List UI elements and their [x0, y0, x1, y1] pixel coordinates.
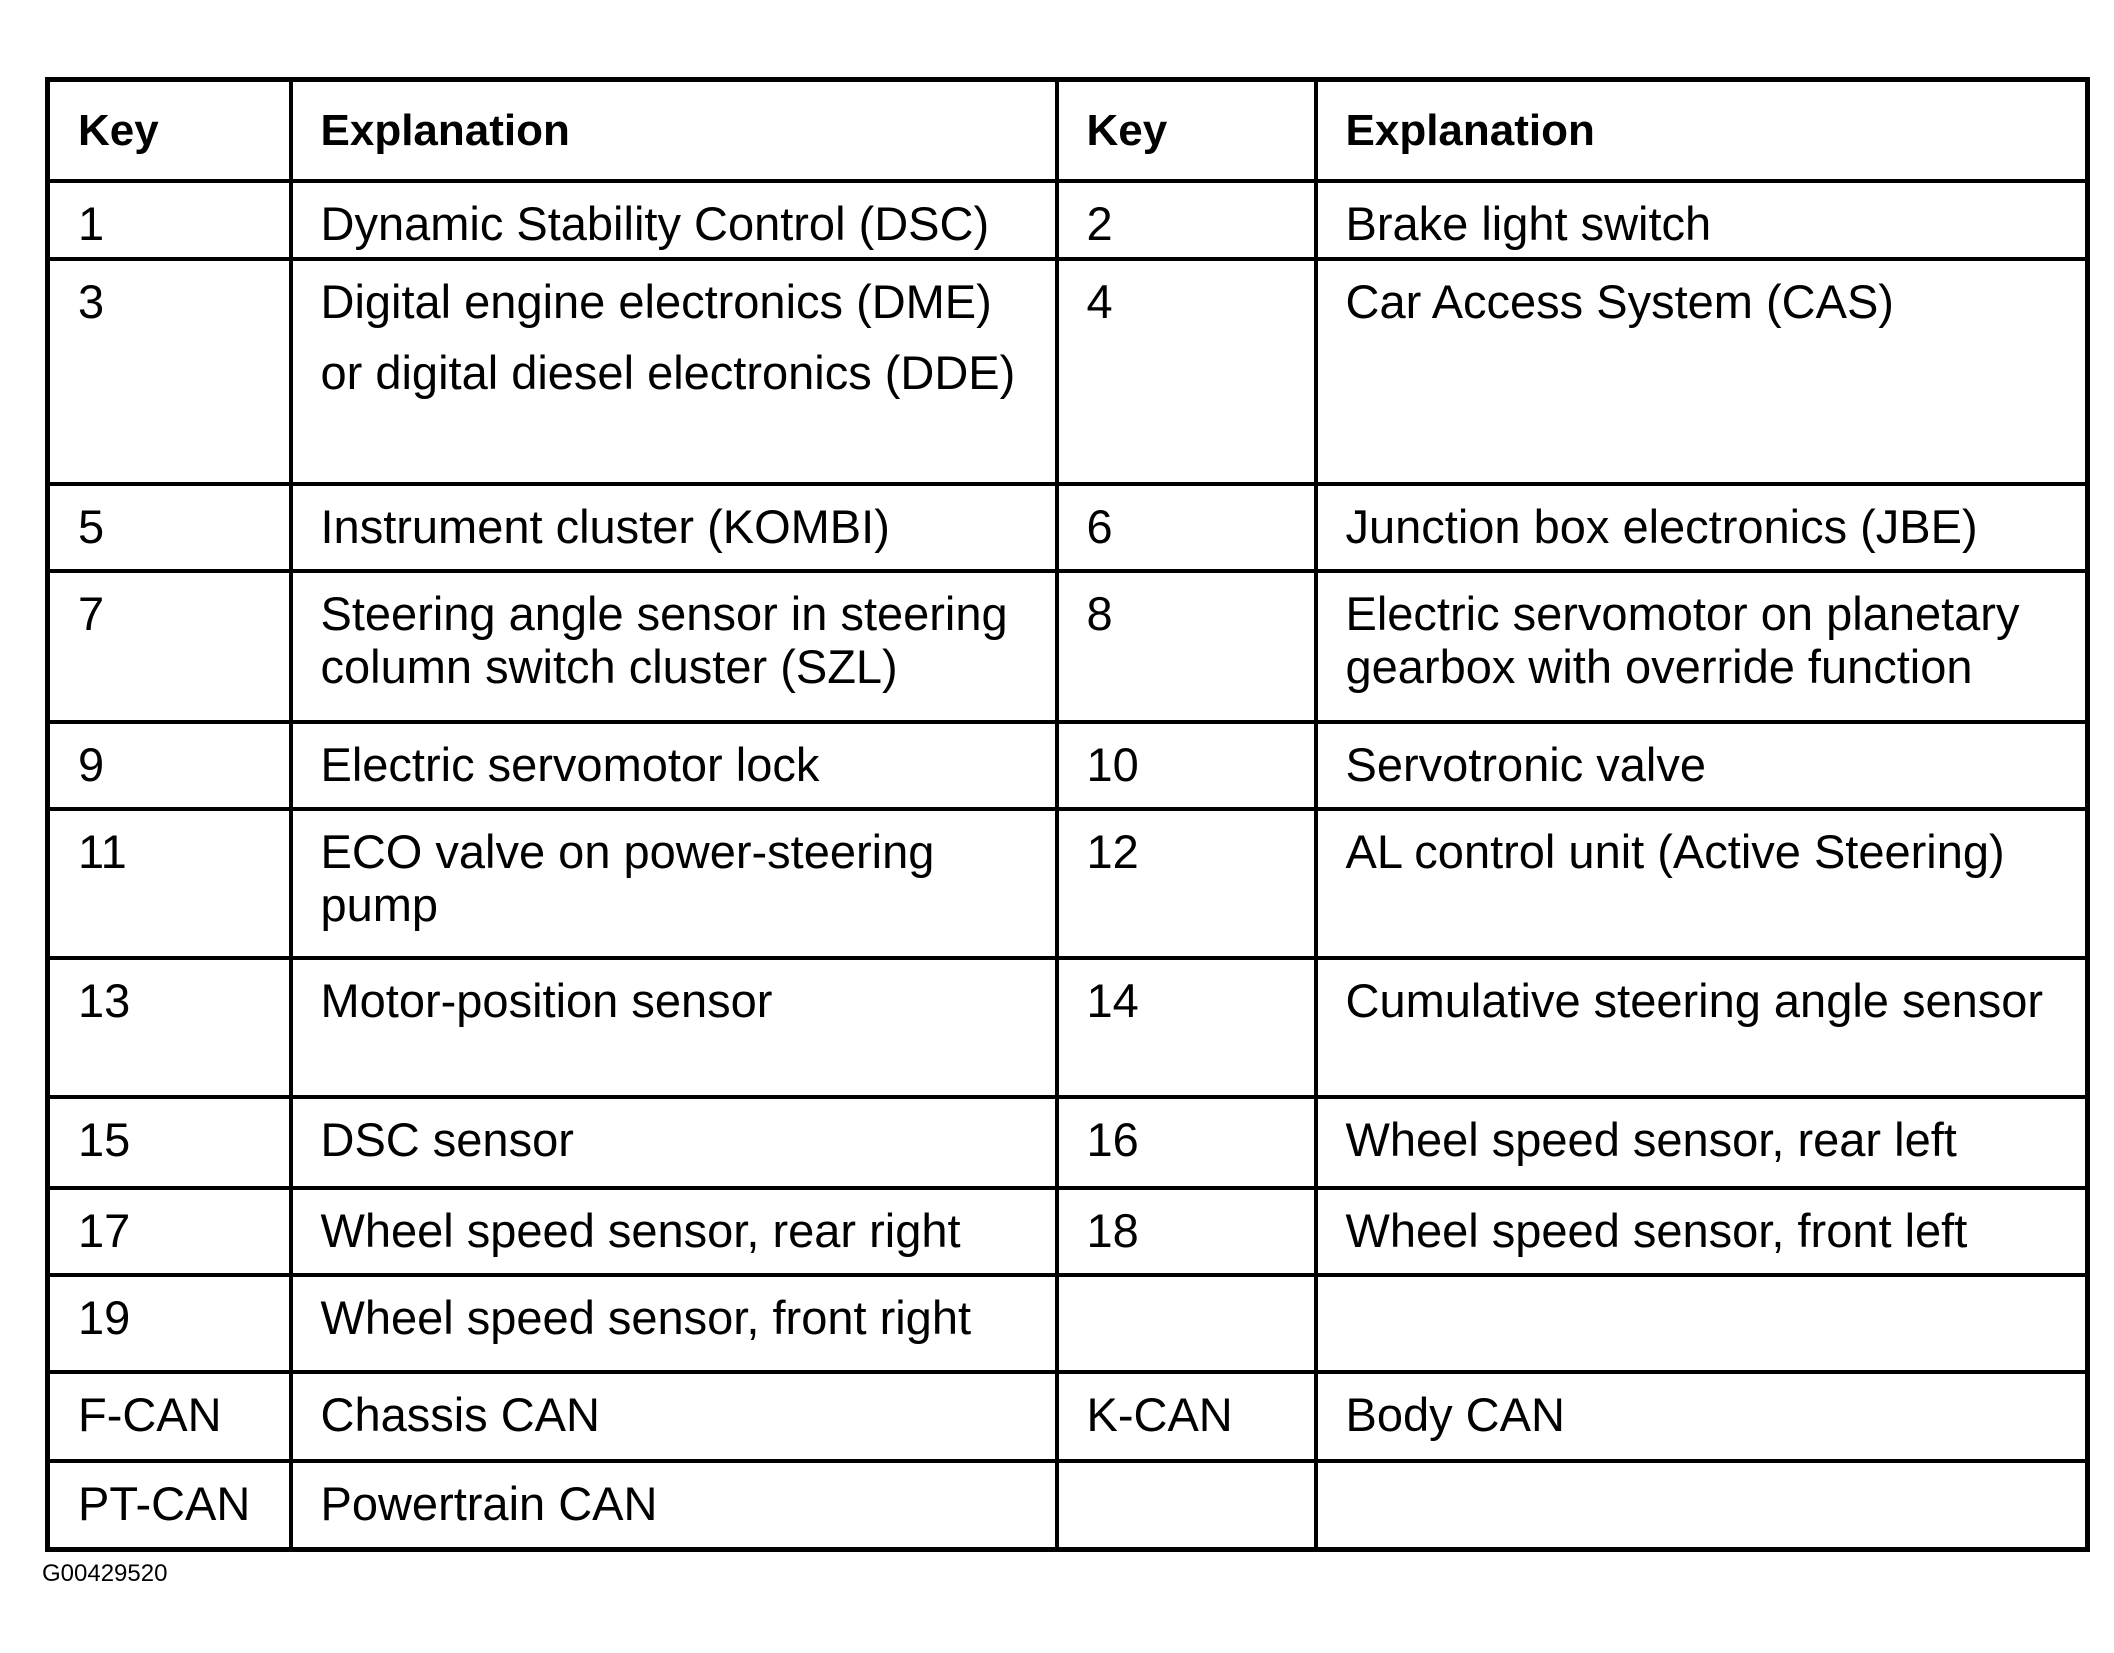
explanation-cell	[291, 259, 1057, 484]
explanation-cell: Dynamic Stability Control (DSC)	[291, 181, 1057, 259]
explanation-cell: Wheel speed sensor, rear right	[291, 1188, 1057, 1275]
header-key-right: Key	[1057, 80, 1316, 181]
header-key-left: Key	[48, 80, 291, 181]
header-explanation-left: Explanation	[291, 80, 1057, 181]
table-row	[48, 571, 2088, 722]
figure-id-label: G00429520	[42, 1560, 168, 1587]
legend-table	[45, 77, 2090, 1552]
key-cell: 18	[1057, 1188, 1316, 1275]
key-cell: 3	[48, 259, 291, 484]
explanation-cell: Brake light switch	[1316, 181, 2088, 259]
explanation-cell: Powertrain CAN	[291, 1461, 1057, 1549]
table-header-row	[48, 80, 2088, 181]
explanation-cell: Motor-position sensor	[291, 958, 1057, 1097]
explanation-cell: Wheel speed sensor, rear left	[1316, 1097, 2088, 1188]
table-row	[48, 259, 2088, 484]
key-cell: 1	[48, 181, 291, 259]
explanation-cell: Wheel speed sensor, front right	[291, 1275, 1057, 1372]
explanation-cell: AL control unit (Active Steering)	[1316, 809, 2088, 958]
key-cell	[1057, 1275, 1316, 1372]
explanation-cell: DSC sensor	[291, 1097, 1057, 1188]
explanation-line: or digital diesel electronics (DDE)	[320, 345, 1016, 399]
key-cell: 8	[1057, 571, 1316, 722]
key-cell: 11	[48, 809, 291, 958]
key-cell: 9	[48, 722, 291, 809]
key-cell: 15	[48, 1097, 291, 1188]
header-explanation-right: Explanation	[1316, 80, 2088, 181]
explanation-cell: ECO valve on power-steering pump	[291, 809, 1057, 958]
explanation-cell: Cumulative steering angle sensor	[1316, 958, 2088, 1097]
explanation-cell	[1316, 1275, 2088, 1372]
explanation-cell: Instrument cluster (KOMBI)	[291, 484, 1057, 571]
key-cell: 12	[1057, 809, 1316, 958]
table-row	[48, 484, 2088, 571]
key-cell: K-CAN	[1057, 1372, 1316, 1461]
explanation-cell: Servotronic valve	[1316, 722, 2088, 809]
table-row	[48, 181, 2088, 259]
table-row	[48, 722, 2088, 809]
key-cell: 6	[1057, 484, 1316, 571]
key-cell: 7	[48, 571, 291, 722]
key-cell: 14	[1057, 958, 1316, 1097]
key-cell: 17	[48, 1188, 291, 1275]
key-cell: 13	[48, 958, 291, 1097]
table-row	[48, 1372, 2088, 1461]
explanation-cell: Wheel speed sensor, front left	[1316, 1188, 2088, 1275]
explanation-cell: Car Access System (CAS)	[1316, 259, 2088, 484]
key-cell: 10	[1057, 722, 1316, 809]
key-cell: 5	[48, 484, 291, 571]
table-row	[48, 809, 2088, 958]
table-row	[48, 1275, 2088, 1372]
explanation-line: Digital engine electronics (DME)	[320, 274, 992, 328]
table-row	[48, 1097, 2088, 1188]
key-cell: 19	[48, 1275, 291, 1372]
explanation-cell: Electric servomotor on planetary gearbox with override function	[1316, 571, 2088, 722]
explanation-cell: Steering angle sensor in steering column switch cluster (SZL)	[291, 571, 1057, 722]
explanation-cell: Electric servomotor lock	[291, 722, 1057, 809]
table-row	[48, 1188, 2088, 1275]
key-cell: 4	[1057, 259, 1316, 484]
explanation-cell	[1316, 1461, 2088, 1549]
key-cell	[1057, 1461, 1316, 1549]
key-cell: 16	[1057, 1097, 1316, 1188]
explanation-cell: Chassis CAN	[291, 1372, 1057, 1461]
explanation-cell: Body CAN	[1316, 1372, 2088, 1461]
explanation-cell: Junction box electronics (JBE)	[1316, 484, 2088, 571]
key-cell: F-CAN	[48, 1372, 291, 1461]
key-cell: PT-CAN	[48, 1461, 291, 1549]
table-row	[48, 958, 2088, 1097]
key-cell: 2	[1057, 181, 1316, 259]
table-row	[48, 1461, 2088, 1549]
